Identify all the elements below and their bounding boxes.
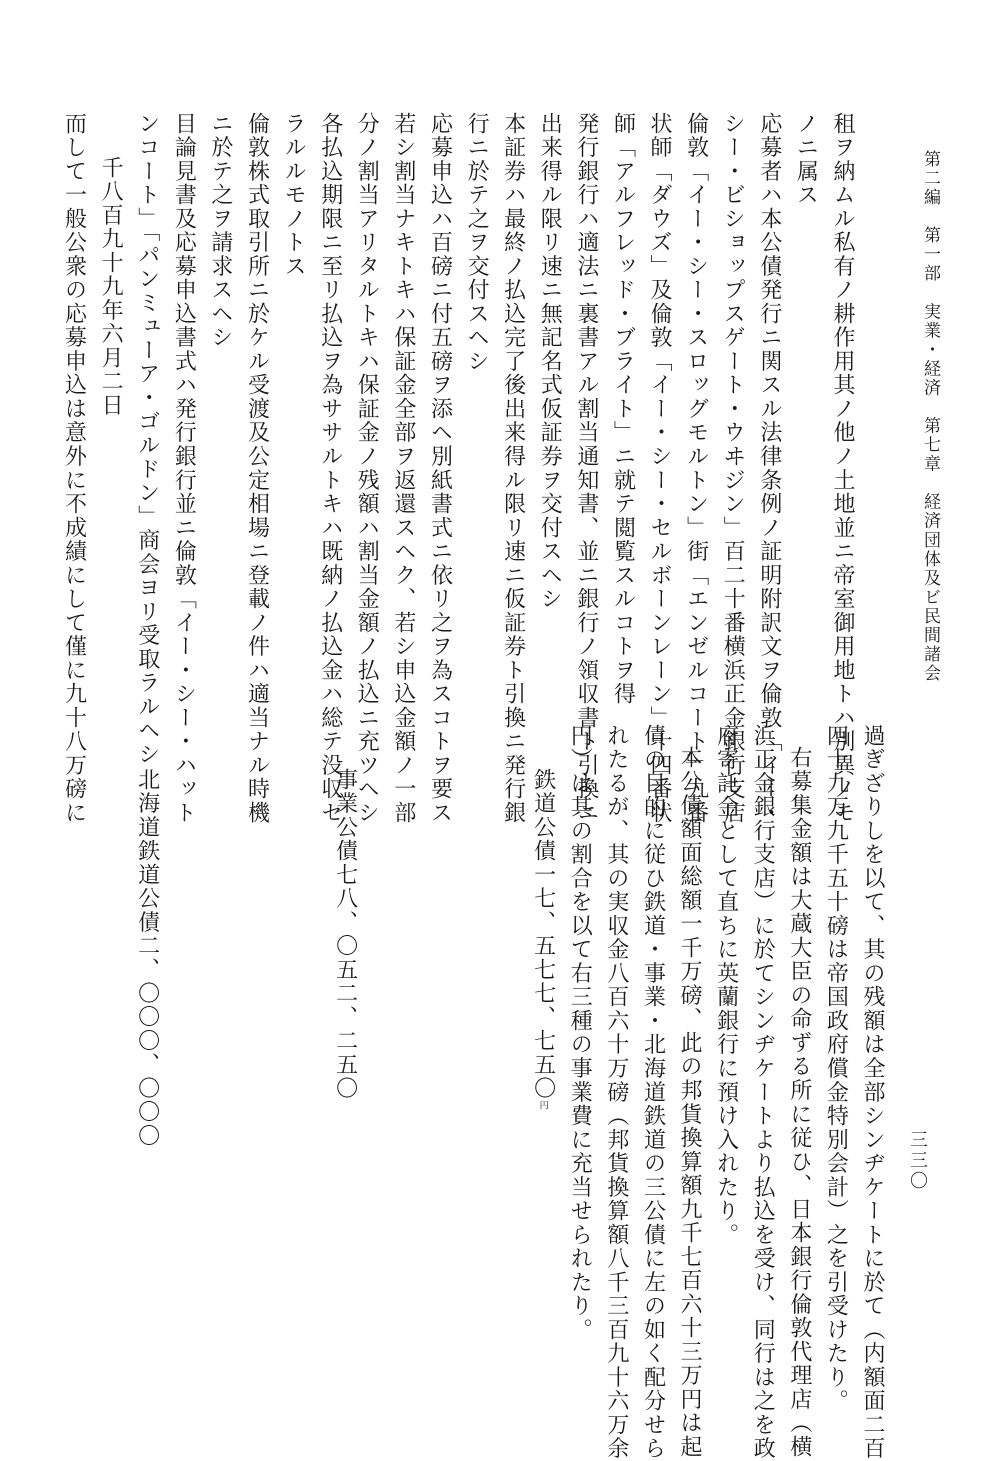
text-line: 状師「ダウズ」及倫敦「イー・シー・セルボーンレーン」十四番状: [647, 112, 673, 825]
running-header: 第二編 第一部 実業・経済 第七章 経済団体及ビ民間諸会: [920, 150, 940, 684]
allocation-row: [165, 724, 363, 1374]
allocation-value: 一七、五七七、七五〇$^円$: [530, 863, 556, 1112]
date-line: 千八百九十九年六月二日: [98, 156, 124, 418]
text-line: 応募申込ハ百磅ニ付五磅ヲ添ヘ別紙書式ニ依リ之ヲ為スコトヲ要ス: [427, 112, 453, 825]
text-line: 目論見書及応募申込書式ハ発行銀行並ニ倫敦「イー・シー・ハット: [171, 112, 197, 825]
allocation-row: [363, 724, 561, 1374]
text-line: 出来得ル限リ速ニ無記名式仮証券ヲ交付スヘシ: [537, 112, 563, 611]
text-line: 応募者ハ本公債発行ニ関スル法律条例ノ証明附訳文ヲ倫敦「イー・: [756, 112, 782, 825]
allocation-value: 二、〇〇〇、〇〇〇: [134, 934, 160, 1149]
text-line: 四十九万九千五十磅は帝国政府償金特別会計）之を引受けたり。: [823, 724, 849, 1414]
allocation-name: 北海道鉄道公債: [134, 768, 160, 935]
text-line: 若シ割当ナキトキハ保証金全部ヲ返還スヘク、若シ申込金額ノ一部: [390, 112, 416, 825]
text-line: 行ニ於テ之ヲ交付スヘシ: [464, 112, 490, 374]
text-line: 本証券ハ最終ノ払込完了後出来得ル限リ速ニ仮証券ト引換ニ発行銀: [500, 112, 526, 825]
allocation-row: [0, 724, 165, 1374]
text-line: 各払込期限ニ至リ払込ヲ為ササルトキハ既納ノ払込金ハ総テ没収セ: [317, 112, 343, 825]
text-line: ノニ属ス: [793, 112, 819, 208]
text-line: 円）は其の割合を以て右三種の事業費に充当せられたり。: [567, 724, 593, 1342]
text-line: 右募集金額は大蔵大臣の命ずる所に従ひ、日本銀行倫敦代理店（横: [786, 746, 812, 1459]
allocation-value: 七八、〇五二、二五〇: [332, 863, 358, 1101]
text-line: シー・ビショップスゲート・ウヰジン」百二十番横浜正金銀行支店: [720, 112, 746, 825]
text-line: ラルルモノトス: [281, 112, 307, 279]
text-line: 浜正金銀行支店）に於てシンヂケートより払込を受け、同行は之を政: [750, 724, 776, 1461]
text-line: 師「アルフレッド・ブライト」ニ就テ閲覧スルコトヲ得: [610, 112, 636, 706]
text-line: 分ノ割当アリタルトキハ保証金ノ残額ハ割当金額ノ払込ニ充ツヘシ: [354, 112, 380, 825]
yen-unit: 円: [537, 1100, 548, 1112]
lower-text-block: [80, 724, 890, 1461]
text-line: 租ヲ納ムル私有ノ耕作用其ノ他ノ土地並ニ帝室御用地トハ別異ノモ: [830, 112, 855, 825]
allocation-name: 鉄道公債: [530, 768, 556, 864]
text-line: 倫敦「イー・シー・スロッグモルトン」街「エンゼルコート」九番: [683, 112, 709, 825]
text-line: れたるが、其の実収金八百六十万磅（邦貨換算額八千三百九十六万余: [603, 724, 629, 1461]
text-line: ニ於テ之ヲ請求スヘシ: [207, 112, 233, 350]
text-line: 府寄託金として直ちに英蘭銀行に預け入れたり。: [713, 724, 739, 1247]
text-line: 倫敦株式取引所ニ於ケル受渡及公定相場ニ登載ノ件ハ適当ナル時機: [244, 112, 270, 825]
text-line: 過ぎざりしを以て、其の残額は全部シンヂケートに於て（内額面二百: [860, 724, 885, 1461]
text-line: 本公債額面総額一千万磅、此の邦貨換算額九千七百六十三万円は起: [677, 746, 703, 1459]
text-line: 而して一般公衆の応募申込は意外に不成績にして僅に九十八万磅に: [61, 112, 87, 825]
text-line: 債の目的に従ひ鉄道・事業・北海道鉄道の三公債に左の如く配分せら: [640, 724, 666, 1461]
text-line: ンコート」「パンミューア・ゴルドン」商会ヨリ受取ラルヘシ: [134, 112, 160, 767]
allocation-name: 事業公債: [332, 768, 358, 864]
page-number: 三三〇: [907, 1130, 928, 1193]
text-line: 発行銀行ハ適法ニ裏書アル割当通知書、並ニ銀行ノ領収書ト引換ニ: [573, 112, 599, 825]
